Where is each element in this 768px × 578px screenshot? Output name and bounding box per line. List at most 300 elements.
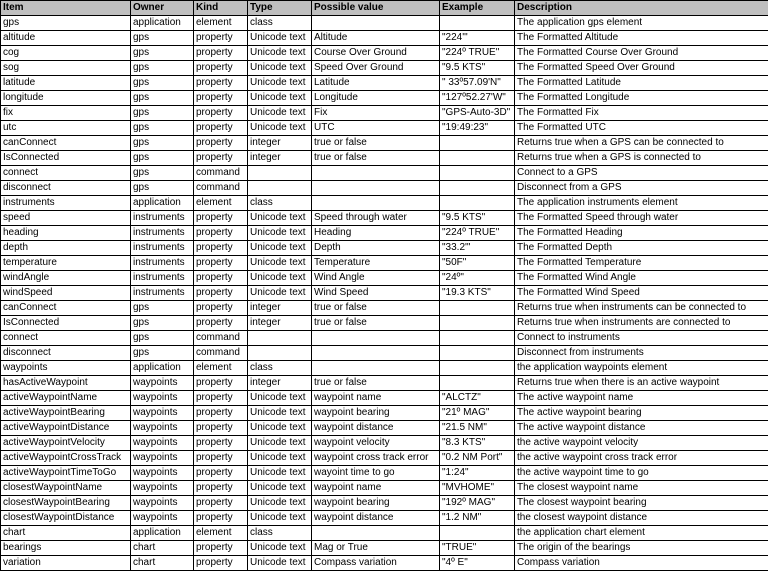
cell-type: integer	[248, 136, 312, 151]
cell-possible-value: Mag or True	[312, 541, 440, 556]
cell-item: depth	[1, 241, 131, 256]
cell-possible-value: waypoint bearing	[312, 406, 440, 421]
cell-description: Connect to instruments	[515, 331, 768, 346]
cell-description: The Formatted Longitude	[515, 91, 768, 106]
cell-owner: gps	[131, 346, 194, 361]
cell-owner: application	[131, 196, 194, 211]
table-row	[1, 301, 768, 316]
cell-kind: property	[194, 496, 248, 511]
cell-type: Unicode text	[248, 511, 312, 526]
cell-description: the active waypoint cross track error	[515, 451, 768, 466]
cell-kind: property	[194, 466, 248, 481]
cell-owner: gps	[131, 106, 194, 121]
cell-possible-value	[312, 181, 440, 196]
table-row	[1, 151, 768, 166]
cell-example	[440, 526, 515, 541]
cell-kind: property	[194, 211, 248, 226]
cell-owner: waypoints	[131, 406, 194, 421]
cell-owner: application	[131, 16, 194, 31]
table-row	[1, 16, 768, 31]
table-row	[1, 196, 768, 211]
column-header-type: Type	[248, 1, 312, 16]
cell-kind: property	[194, 76, 248, 91]
cell-kind: property	[194, 256, 248, 271]
cell-description: The Formatted UTC	[515, 121, 768, 136]
cell-kind: property	[194, 271, 248, 286]
table-row	[1, 451, 768, 466]
cell-item: cog	[1, 46, 131, 61]
cell-type: Unicode text	[248, 286, 312, 301]
cell-possible-value: waypoint velocity	[312, 436, 440, 451]
cell-possible-value: waypoint distance	[312, 421, 440, 436]
table-row	[1, 136, 768, 151]
cell-example: "8.3 KTS"	[440, 436, 515, 451]
cell-owner: gps	[131, 301, 194, 316]
cell-kind: property	[194, 151, 248, 166]
cell-example: "192º MAG"	[440, 496, 515, 511]
cell-kind: element	[194, 361, 248, 376]
cell-kind: element	[194, 16, 248, 31]
cell-example	[440, 136, 515, 151]
cell-example: "1.2 NM"	[440, 511, 515, 526]
cell-description: The origin of the bearings	[515, 541, 768, 556]
cell-type: Unicode text	[248, 91, 312, 106]
cell-item: hasActiveWaypoint	[1, 376, 131, 391]
cell-description: The closest waypoint bearing	[515, 496, 768, 511]
cell-item: windSpeed	[1, 286, 131, 301]
cell-item: instruments	[1, 196, 131, 211]
cell-item: disconnect	[1, 346, 131, 361]
cell-owner: instruments	[131, 211, 194, 226]
cell-kind: property	[194, 316, 248, 331]
table-row	[1, 31, 768, 46]
cell-description: The application gps element	[515, 16, 768, 31]
cell-description: Returns true when a GPS is connected to	[515, 151, 768, 166]
cell-possible-value: true or false	[312, 316, 440, 331]
cell-type: Unicode text	[248, 466, 312, 481]
cell-owner: gps	[131, 136, 194, 151]
cell-kind: property	[194, 136, 248, 151]
cell-type	[248, 331, 312, 346]
cell-item: altitude	[1, 31, 131, 46]
cell-kind: property	[194, 31, 248, 46]
cell-possible-value: Latitude	[312, 76, 440, 91]
cell-kind: property	[194, 91, 248, 106]
cell-description: The Formatted Altitude	[515, 31, 768, 46]
cell-example: "50F"	[440, 256, 515, 271]
table-row	[1, 496, 768, 511]
cell-owner: chart	[131, 541, 194, 556]
cell-example	[440, 166, 515, 181]
cell-example	[440, 196, 515, 211]
table-row	[1, 331, 768, 346]
cell-owner: gps	[131, 331, 194, 346]
cell-description: The Formatted Heading	[515, 226, 768, 241]
cell-description: Disconnect from a GPS	[515, 181, 768, 196]
cell-kind: property	[194, 541, 248, 556]
cell-example	[440, 301, 515, 316]
cell-owner: gps	[131, 76, 194, 91]
cell-owner: chart	[131, 556, 194, 571]
cell-kind: property	[194, 391, 248, 406]
cell-owner: gps	[131, 316, 194, 331]
table-row	[1, 61, 768, 76]
cell-description: The Formatted Latitude	[515, 76, 768, 91]
table-row	[1, 46, 768, 61]
cell-possible-value: waypoint name	[312, 481, 440, 496]
cell-item: bearings	[1, 541, 131, 556]
cell-type: Unicode text	[248, 121, 312, 136]
cell-type: Unicode text	[248, 31, 312, 46]
cell-possible-value: waypoint name	[312, 391, 440, 406]
cell-owner: waypoints	[131, 481, 194, 496]
cell-description: The active waypoint bearing	[515, 406, 768, 421]
column-header-kind: Kind	[194, 1, 248, 16]
cell-possible-value: waypoint cross track error	[312, 451, 440, 466]
cell-item: IsConnected	[1, 316, 131, 331]
table-row	[1, 511, 768, 526]
cell-kind: property	[194, 511, 248, 526]
cell-description: Returns true when instruments can be connected to	[515, 301, 768, 316]
cell-kind: property	[194, 436, 248, 451]
cell-type: Unicode text	[248, 541, 312, 556]
cell-possible-value: true or false	[312, 151, 440, 166]
cell-example	[440, 331, 515, 346]
table-row	[1, 271, 768, 286]
cell-owner: instruments	[131, 271, 194, 286]
cell-type: Unicode text	[248, 241, 312, 256]
cell-example: "0.2 NM Port"	[440, 451, 515, 466]
cell-kind: property	[194, 226, 248, 241]
cell-owner: application	[131, 361, 194, 376]
cell-owner: waypoints	[131, 451, 194, 466]
column-header-example: Example	[440, 1, 515, 16]
cell-owner: instruments	[131, 226, 194, 241]
table-row	[1, 361, 768, 376]
cell-description: The active waypoint name	[515, 391, 768, 406]
cell-description: The active waypoint distance	[515, 421, 768, 436]
cell-owner: waypoints	[131, 376, 194, 391]
cell-description: The Formatted Fix	[515, 106, 768, 121]
cell-possible-value	[312, 346, 440, 361]
table-row	[1, 211, 768, 226]
cell-possible-value: waypoint bearing	[312, 496, 440, 511]
cell-item: disconnect	[1, 181, 131, 196]
cell-kind: property	[194, 406, 248, 421]
cell-owner: gps	[131, 151, 194, 166]
cell-example: "224º TRUE"	[440, 46, 515, 61]
cell-possible-value	[312, 196, 440, 211]
cell-example	[440, 151, 515, 166]
cell-owner: waypoints	[131, 421, 194, 436]
cell-example: "19:49:23"	[440, 121, 515, 136]
cell-example: "MVHOME"	[440, 481, 515, 496]
cell-example: "19.3 KTS"	[440, 286, 515, 301]
cell-type: Unicode text	[248, 556, 312, 571]
cell-owner: waypoints	[131, 436, 194, 451]
cell-type: Unicode text	[248, 61, 312, 76]
cell-example: "21º MAG"	[440, 406, 515, 421]
cell-description: The application instruments element	[515, 196, 768, 211]
table-row	[1, 346, 768, 361]
cell-item: canConnect	[1, 136, 131, 151]
cell-item: activeWaypointName	[1, 391, 131, 406]
cell-type: class	[248, 361, 312, 376]
table-row	[1, 436, 768, 451]
cell-possible-value: waypoint distance	[312, 511, 440, 526]
table-row	[1, 406, 768, 421]
cell-example: "TRUE"	[440, 541, 515, 556]
cell-type: Unicode text	[248, 211, 312, 226]
cell-type: Unicode text	[248, 496, 312, 511]
table-row	[1, 556, 768, 571]
cell-possible-value: Wind Speed	[312, 286, 440, 301]
cell-example: "224'"	[440, 31, 515, 46]
cell-possible-value: Wind Angle	[312, 271, 440, 286]
cell-possible-value	[312, 361, 440, 376]
cell-item: longitude	[1, 91, 131, 106]
cell-item: heading	[1, 226, 131, 241]
table-row	[1, 181, 768, 196]
cell-example	[440, 376, 515, 391]
cell-example: "33.2'"	[440, 241, 515, 256]
column-header-description: Description	[515, 1, 768, 16]
cell-owner: instruments	[131, 256, 194, 271]
cell-example	[440, 181, 515, 196]
cell-example: " 33º57.09'N"	[440, 76, 515, 91]
cell-item: canConnect	[1, 301, 131, 316]
cell-item: fix	[1, 106, 131, 121]
cell-type: Unicode text	[248, 436, 312, 451]
cell-kind: property	[194, 286, 248, 301]
cell-item: closestWaypointName	[1, 481, 131, 496]
cell-item: speed	[1, 211, 131, 226]
table-row	[1, 91, 768, 106]
cell-item: variation	[1, 556, 131, 571]
table-row	[1, 286, 768, 301]
cell-type: Unicode text	[248, 481, 312, 496]
cell-item: temperature	[1, 256, 131, 271]
cell-type: Unicode text	[248, 271, 312, 286]
cell-item: latitude	[1, 76, 131, 91]
column-header-owner: Owner	[131, 1, 194, 16]
cell-type: Unicode text	[248, 406, 312, 421]
cell-type: Unicode text	[248, 106, 312, 121]
cell-kind: element	[194, 196, 248, 211]
table-row	[1, 391, 768, 406]
cell-type	[248, 166, 312, 181]
cell-example: "24º"	[440, 271, 515, 286]
cell-item: activeWaypointBearing	[1, 406, 131, 421]
cell-kind: property	[194, 121, 248, 136]
table-row	[1, 316, 768, 331]
cell-possible-value: wayoint time to go	[312, 466, 440, 481]
cell-possible-value	[312, 166, 440, 181]
cell-type	[248, 346, 312, 361]
cell-owner: gps	[131, 31, 194, 46]
table-row	[1, 376, 768, 391]
cell-description: The Formatted Depth	[515, 241, 768, 256]
cell-type: class	[248, 196, 312, 211]
cell-item: utc	[1, 121, 131, 136]
cell-description: The Formatted Course Over Ground	[515, 46, 768, 61]
cell-possible-value: Speed through water	[312, 211, 440, 226]
cell-example	[440, 16, 515, 31]
table-row	[1, 76, 768, 91]
cell-item: waypoints	[1, 361, 131, 376]
cell-description: Disconnect from instruments	[515, 346, 768, 361]
cell-kind: property	[194, 46, 248, 61]
cell-possible-value: Altitude	[312, 31, 440, 46]
table-row	[1, 481, 768, 496]
cell-possible-value: Temperature	[312, 256, 440, 271]
cell-possible-value: true or false	[312, 376, 440, 391]
cell-type: integer	[248, 301, 312, 316]
cell-description: the closest waypoint distance	[515, 511, 768, 526]
cell-kind: property	[194, 301, 248, 316]
cell-type: class	[248, 16, 312, 31]
cell-owner: application	[131, 526, 194, 541]
cell-example: "ALCTZ"	[440, 391, 515, 406]
table-body	[1, 16, 768, 571]
cell-kind: command	[194, 346, 248, 361]
cell-owner: gps	[131, 121, 194, 136]
cell-example	[440, 316, 515, 331]
cell-type: Unicode text	[248, 226, 312, 241]
cell-possible-value: Longitude	[312, 91, 440, 106]
cell-example: "127º52.27'W"	[440, 91, 515, 106]
cell-description: Connect to a GPS	[515, 166, 768, 181]
cell-possible-value	[312, 526, 440, 541]
cell-kind: command	[194, 166, 248, 181]
cell-owner: waypoints	[131, 511, 194, 526]
cell-type: Unicode text	[248, 391, 312, 406]
cell-description: The Formatted Wind Speed	[515, 286, 768, 301]
cell-kind: property	[194, 61, 248, 76]
cell-kind: property	[194, 241, 248, 256]
cell-kind: property	[194, 376, 248, 391]
cell-description: Returns true when there is an active waypoint	[515, 376, 768, 391]
table-row	[1, 466, 768, 481]
cell-item: activeWaypointDistance	[1, 421, 131, 436]
cell-kind: command	[194, 181, 248, 196]
cell-type: integer	[248, 376, 312, 391]
cell-owner: waypoints	[131, 496, 194, 511]
cell-kind: property	[194, 451, 248, 466]
cell-owner: gps	[131, 46, 194, 61]
cell-description: the active waypoint velocity	[515, 436, 768, 451]
cell-type: integer	[248, 151, 312, 166]
cell-kind: property	[194, 106, 248, 121]
table-row	[1, 121, 768, 136]
cell-kind: element	[194, 526, 248, 541]
cell-possible-value: Depth	[312, 241, 440, 256]
table-row	[1, 256, 768, 271]
cell-description: The closest waypoint name	[515, 481, 768, 496]
cell-item: activeWaypointCrossTrack	[1, 451, 131, 466]
table-row	[1, 526, 768, 541]
cell-kind: property	[194, 556, 248, 571]
cell-possible-value: Fix	[312, 106, 440, 121]
cell-possible-value: UTC	[312, 121, 440, 136]
cell-example: "21.5 NM"	[440, 421, 515, 436]
cell-possible-value: Speed Over Ground	[312, 61, 440, 76]
cell-owner: instruments	[131, 286, 194, 301]
cell-item: connect	[1, 331, 131, 346]
cell-description: the application chart element	[515, 526, 768, 541]
cell-description: Returns true when instruments are connected to	[515, 316, 768, 331]
cell-example: "4º E"	[440, 556, 515, 571]
cell-possible-value	[312, 331, 440, 346]
cell-possible-value: true or false	[312, 136, 440, 151]
cell-type	[248, 181, 312, 196]
cell-description: Compass variation	[515, 556, 768, 571]
cell-example: "9.5 KTS"	[440, 211, 515, 226]
cell-example: "224º TRUE"	[440, 226, 515, 241]
cell-owner: waypoints	[131, 466, 194, 481]
cell-owner: gps	[131, 61, 194, 76]
cell-example	[440, 361, 515, 376]
cell-type: Unicode text	[248, 256, 312, 271]
cell-possible-value: Heading	[312, 226, 440, 241]
cell-example	[440, 346, 515, 361]
column-header-item: Item	[1, 1, 131, 16]
cell-item: closestWaypointBearing	[1, 496, 131, 511]
cell-description: The Formatted Speed through water	[515, 211, 768, 226]
cell-description: The Formatted Temperature	[515, 256, 768, 271]
table-row	[1, 166, 768, 181]
cell-item: activeWaypointVelocity	[1, 436, 131, 451]
cell-possible-value: Course Over Ground	[312, 46, 440, 61]
cell-example: "9.5 KTS"	[440, 61, 515, 76]
cell-item: sog	[1, 61, 131, 76]
header-row	[1, 1, 768, 16]
cell-description: the active waypoint time to go	[515, 466, 768, 481]
cell-type: integer	[248, 316, 312, 331]
cell-kind: property	[194, 421, 248, 436]
table-row	[1, 241, 768, 256]
cell-type: class	[248, 526, 312, 541]
cell-item: closestWaypointDistance	[1, 511, 131, 526]
cell-example: "GPS-Auto-3D"	[440, 106, 515, 121]
cell-possible-value: true or false	[312, 301, 440, 316]
table-row	[1, 541, 768, 556]
cell-kind: property	[194, 481, 248, 496]
cell-type: Unicode text	[248, 421, 312, 436]
cell-description: The Formatted Speed Over Ground	[515, 61, 768, 76]
cell-owner: gps	[131, 91, 194, 106]
table-row	[1, 106, 768, 121]
cell-description: The Formatted Wind Angle	[515, 271, 768, 286]
cell-type: Unicode text	[248, 451, 312, 466]
cell-owner: gps	[131, 166, 194, 181]
cell-type: Unicode text	[248, 46, 312, 61]
cell-possible-value	[312, 16, 440, 31]
cell-item: chart	[1, 526, 131, 541]
cell-item: connect	[1, 166, 131, 181]
cell-description: Returns true when a GPS can be connected to	[515, 136, 768, 151]
cell-type: Unicode text	[248, 76, 312, 91]
cell-possible-value: Compass variation	[312, 556, 440, 571]
cell-owner: gps	[131, 181, 194, 196]
cell-item: IsConnected	[1, 151, 131, 166]
cell-item: windAngle	[1, 271, 131, 286]
table-row	[1, 421, 768, 436]
cell-example: "1:24"	[440, 466, 515, 481]
cell-item: activeWaypointTimeToGo	[1, 466, 131, 481]
cell-item: gps	[1, 16, 131, 31]
cell-description: the application waypoints element	[515, 361, 768, 376]
